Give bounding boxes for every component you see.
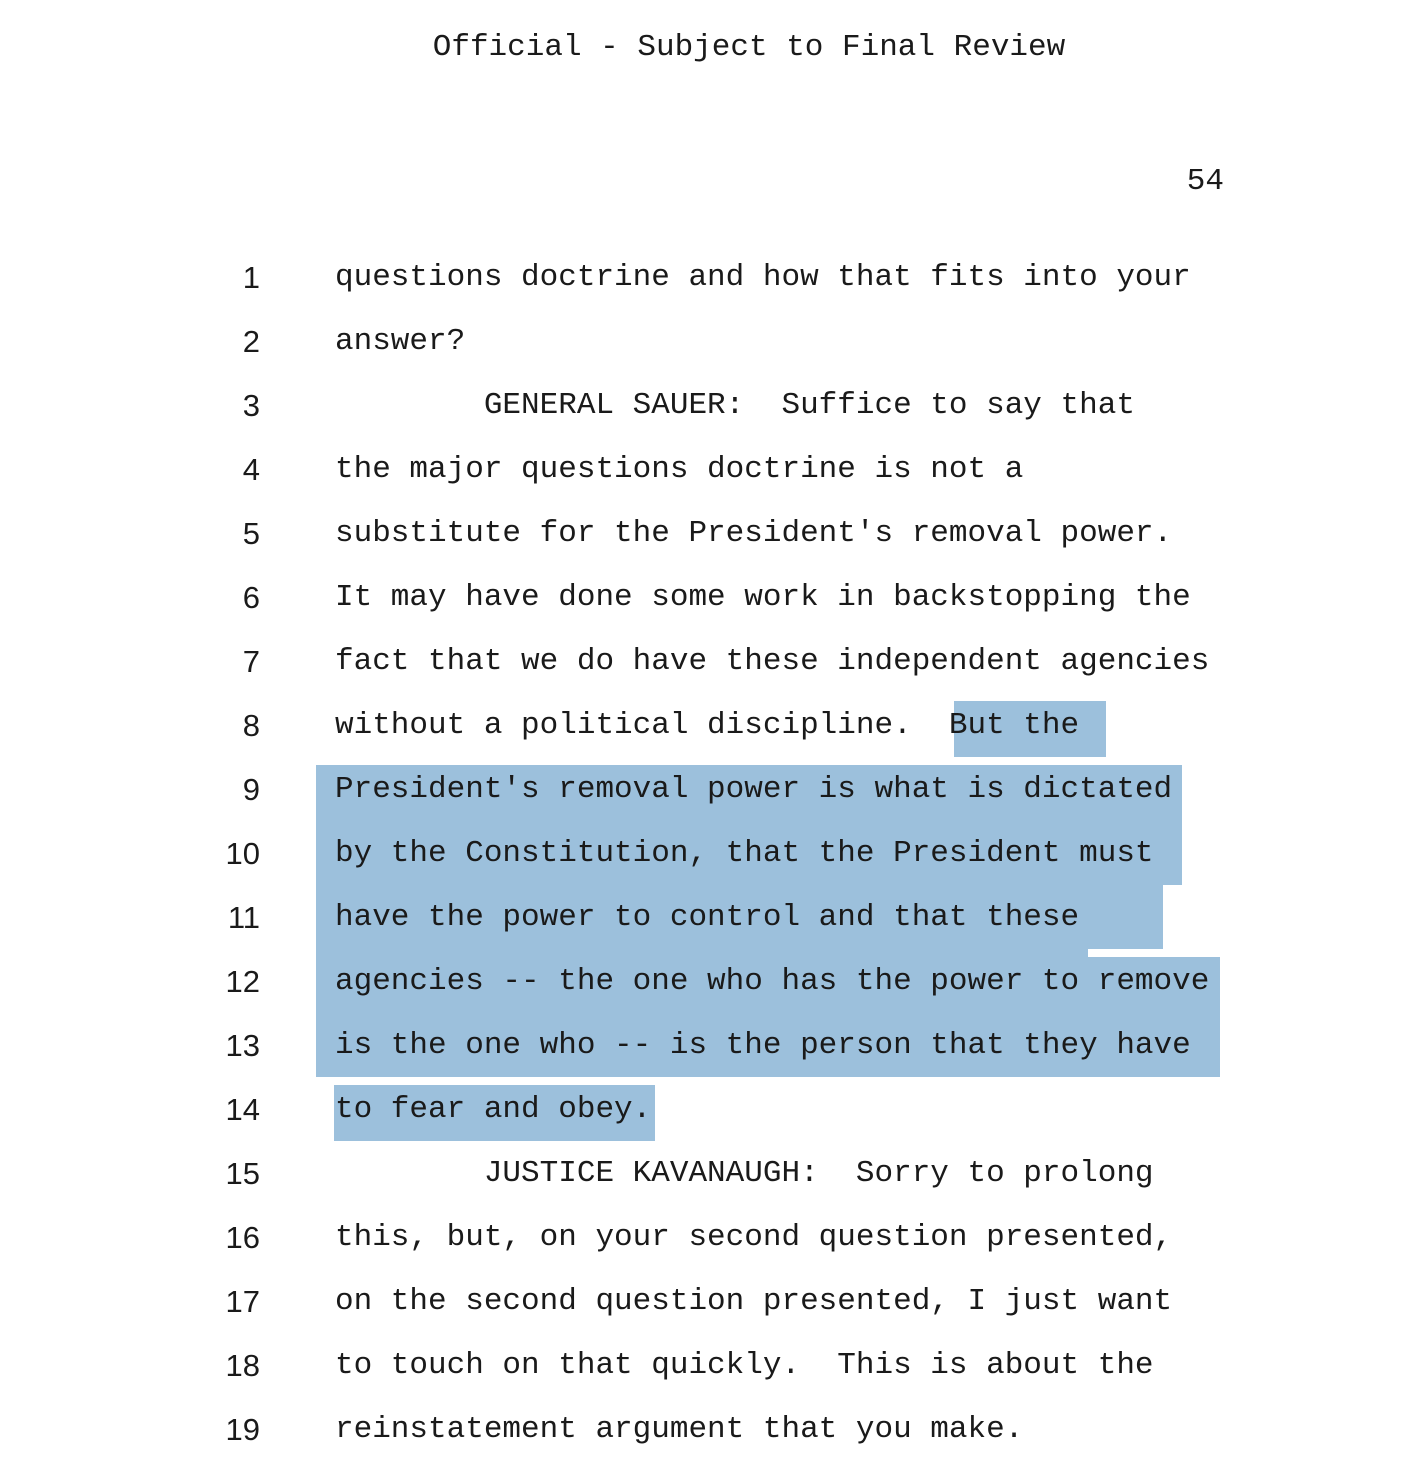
line-number: 9 [242, 772, 260, 807]
line-number: 12 [225, 964, 260, 999]
line-text-selected[interactable]: by the Constitution, that the President must [335, 836, 1154, 871]
line-number: 18 [225, 1348, 260, 1383]
line-text[interactable]: JUSTICE KAVANAUGH: Sorry to prolong [335, 1156, 1154, 1191]
transcript-line [0, 822, 1426, 886]
line-number: 16 [225, 1220, 260, 1255]
line-text[interactable]: questions doctrine and how that fits into your [335, 260, 1191, 295]
transcript-line [0, 886, 1426, 950]
transcript-line [0, 310, 1426, 374]
line-number: 14 [225, 1092, 260, 1127]
transcript-line [0, 694, 1426, 758]
line-number: 4 [242, 452, 260, 487]
line-number: 19 [225, 1412, 260, 1447]
document-header: Official - Subject to Final Review [432, 30, 1066, 65]
line-text[interactable]: on the second question presented, I just want [335, 1284, 1173, 1319]
line-text[interactable]: to touch on that quickly. This is about the [335, 1348, 1154, 1383]
transcript-line [0, 502, 1426, 566]
line-text[interactable]: substitute for the President's removal power. [335, 516, 1173, 551]
transcript-line [0, 1334, 1426, 1398]
line-text[interactable]: fact that we do have these independent agencies [335, 644, 1210, 679]
transcript-body[interactable] [0, 246, 1426, 1462]
transcript-line [0, 758, 1426, 822]
transcript-line [0, 630, 1426, 694]
transcript-line [0, 374, 1426, 438]
line-number: 5 [242, 516, 260, 551]
transcript-line [0, 1206, 1426, 1270]
transcript-line [0, 566, 1426, 630]
line-text[interactable]: answer? [335, 324, 466, 359]
line-number: 11 [227, 900, 260, 935]
line-text[interactable]: without a political discipline. But the [335, 708, 1080, 743]
line-text-selected[interactable]: President's removal power is what is dictated [335, 772, 1173, 807]
transcript-line [0, 438, 1426, 502]
line-number: 2 [242, 324, 260, 359]
line-number: 13 [225, 1028, 260, 1063]
line-number: 6 [242, 580, 260, 615]
line-number: 8 [242, 708, 260, 743]
transcript-line [0, 1270, 1426, 1334]
line-text-selected[interactable]: agencies -- the one who has the power to remove [335, 964, 1210, 999]
transcript-line [0, 1398, 1426, 1462]
line-number: 10 [225, 836, 260, 871]
line-number: 1 [242, 260, 260, 295]
line-text-selected[interactable]: have the power to control and that these [335, 900, 1080, 935]
line-text[interactable]: this, but, on your second question presented, [335, 1220, 1173, 1255]
transcript-line [0, 950, 1426, 1014]
line-text[interactable]: GENERAL SAUER: Suffice to say that [335, 388, 1135, 423]
line-text[interactable]: the major questions doctrine is not a [335, 452, 1024, 487]
line-text-selected[interactable]: is the one who -- is the person that they have [335, 1028, 1191, 1063]
transcript-line [0, 246, 1426, 310]
transcript-line [0, 1078, 1426, 1142]
line-text[interactable]: It may have done some work in backstopping the [335, 580, 1191, 615]
line-number: 17 [225, 1284, 260, 1319]
transcript-line [0, 1142, 1426, 1206]
transcript-line [0, 1014, 1426, 1078]
line-number: 7 [242, 644, 260, 679]
line-text-selected[interactable]: to fear and obey. [335, 1092, 652, 1127]
line-number: 3 [242, 388, 260, 423]
page-number: 54 [1186, 164, 1224, 199]
line-text[interactable]: reinstatement argument that you make. [335, 1412, 1024, 1447]
line-number: 15 [225, 1156, 260, 1191]
